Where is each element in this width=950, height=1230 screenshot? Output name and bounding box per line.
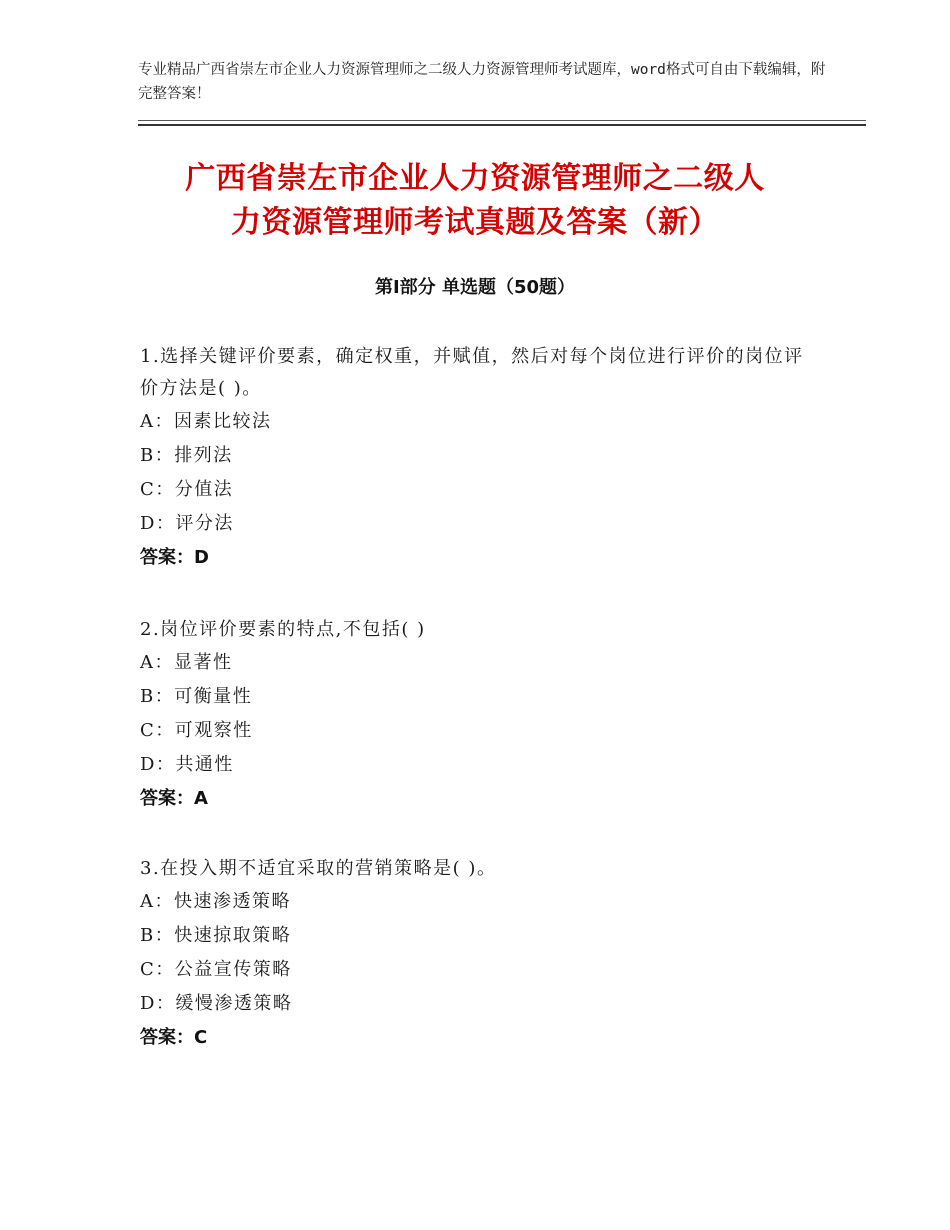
question-stem: 2.岗位评价要素的特点,不包括( ) (140, 619, 426, 640)
question-3 (140, 853, 820, 1055)
option-d: D：共通性 (140, 754, 234, 775)
option-c: C：可观察性 (140, 720, 253, 741)
option-c: C：分值法 (140, 479, 234, 500)
option-b: B：可衡量性 (140, 686, 253, 707)
option-a: A：显著性 (140, 652, 233, 673)
header-note: 专业精品广西省崇左市企业人力资源管理师之二级人力资源管理师考试题库，word格式可自由下载编辑，附完整答案！ (138, 62, 826, 102)
option-b: B：排列法 (140, 445, 233, 466)
answer-label: 答案：A (140, 788, 208, 809)
option-a: A：因素比较法 (140, 411, 272, 432)
question-1 (140, 341, 820, 575)
header-divider-thick (138, 124, 866, 126)
answer-label: 答案：D (140, 547, 209, 568)
option-b: B：快速掠取策略 (140, 925, 292, 946)
section-title: 第Ⅰ部分 单选题（50题） (374, 277, 575, 298)
document-title (120, 157, 830, 245)
title-line-1: 广西省崇左市企业人力资源管理师之二级人 (185, 161, 765, 196)
question-2 (140, 614, 820, 816)
question-stem: 1.选择关键评价要素，确定权重，并赋值，然后对每个岗位进行评价的岗位评价方法是( )。 (140, 346, 804, 399)
option-d: D：缓慢渗透策略 (140, 993, 293, 1014)
question-stem: 3.在投入期不适宜采取的营销策略是( )。 (140, 858, 497, 879)
header-divider-thin (138, 120, 866, 121)
option-c: C：公益宣传策略 (140, 959, 292, 980)
option-a: A：快速渗透策略 (140, 891, 291, 912)
option-d: D：评分法 (140, 513, 234, 534)
answer-label: 答案：C (140, 1027, 208, 1048)
title-line-2: 力资源管理师考试真题及答案（新） (231, 205, 719, 240)
